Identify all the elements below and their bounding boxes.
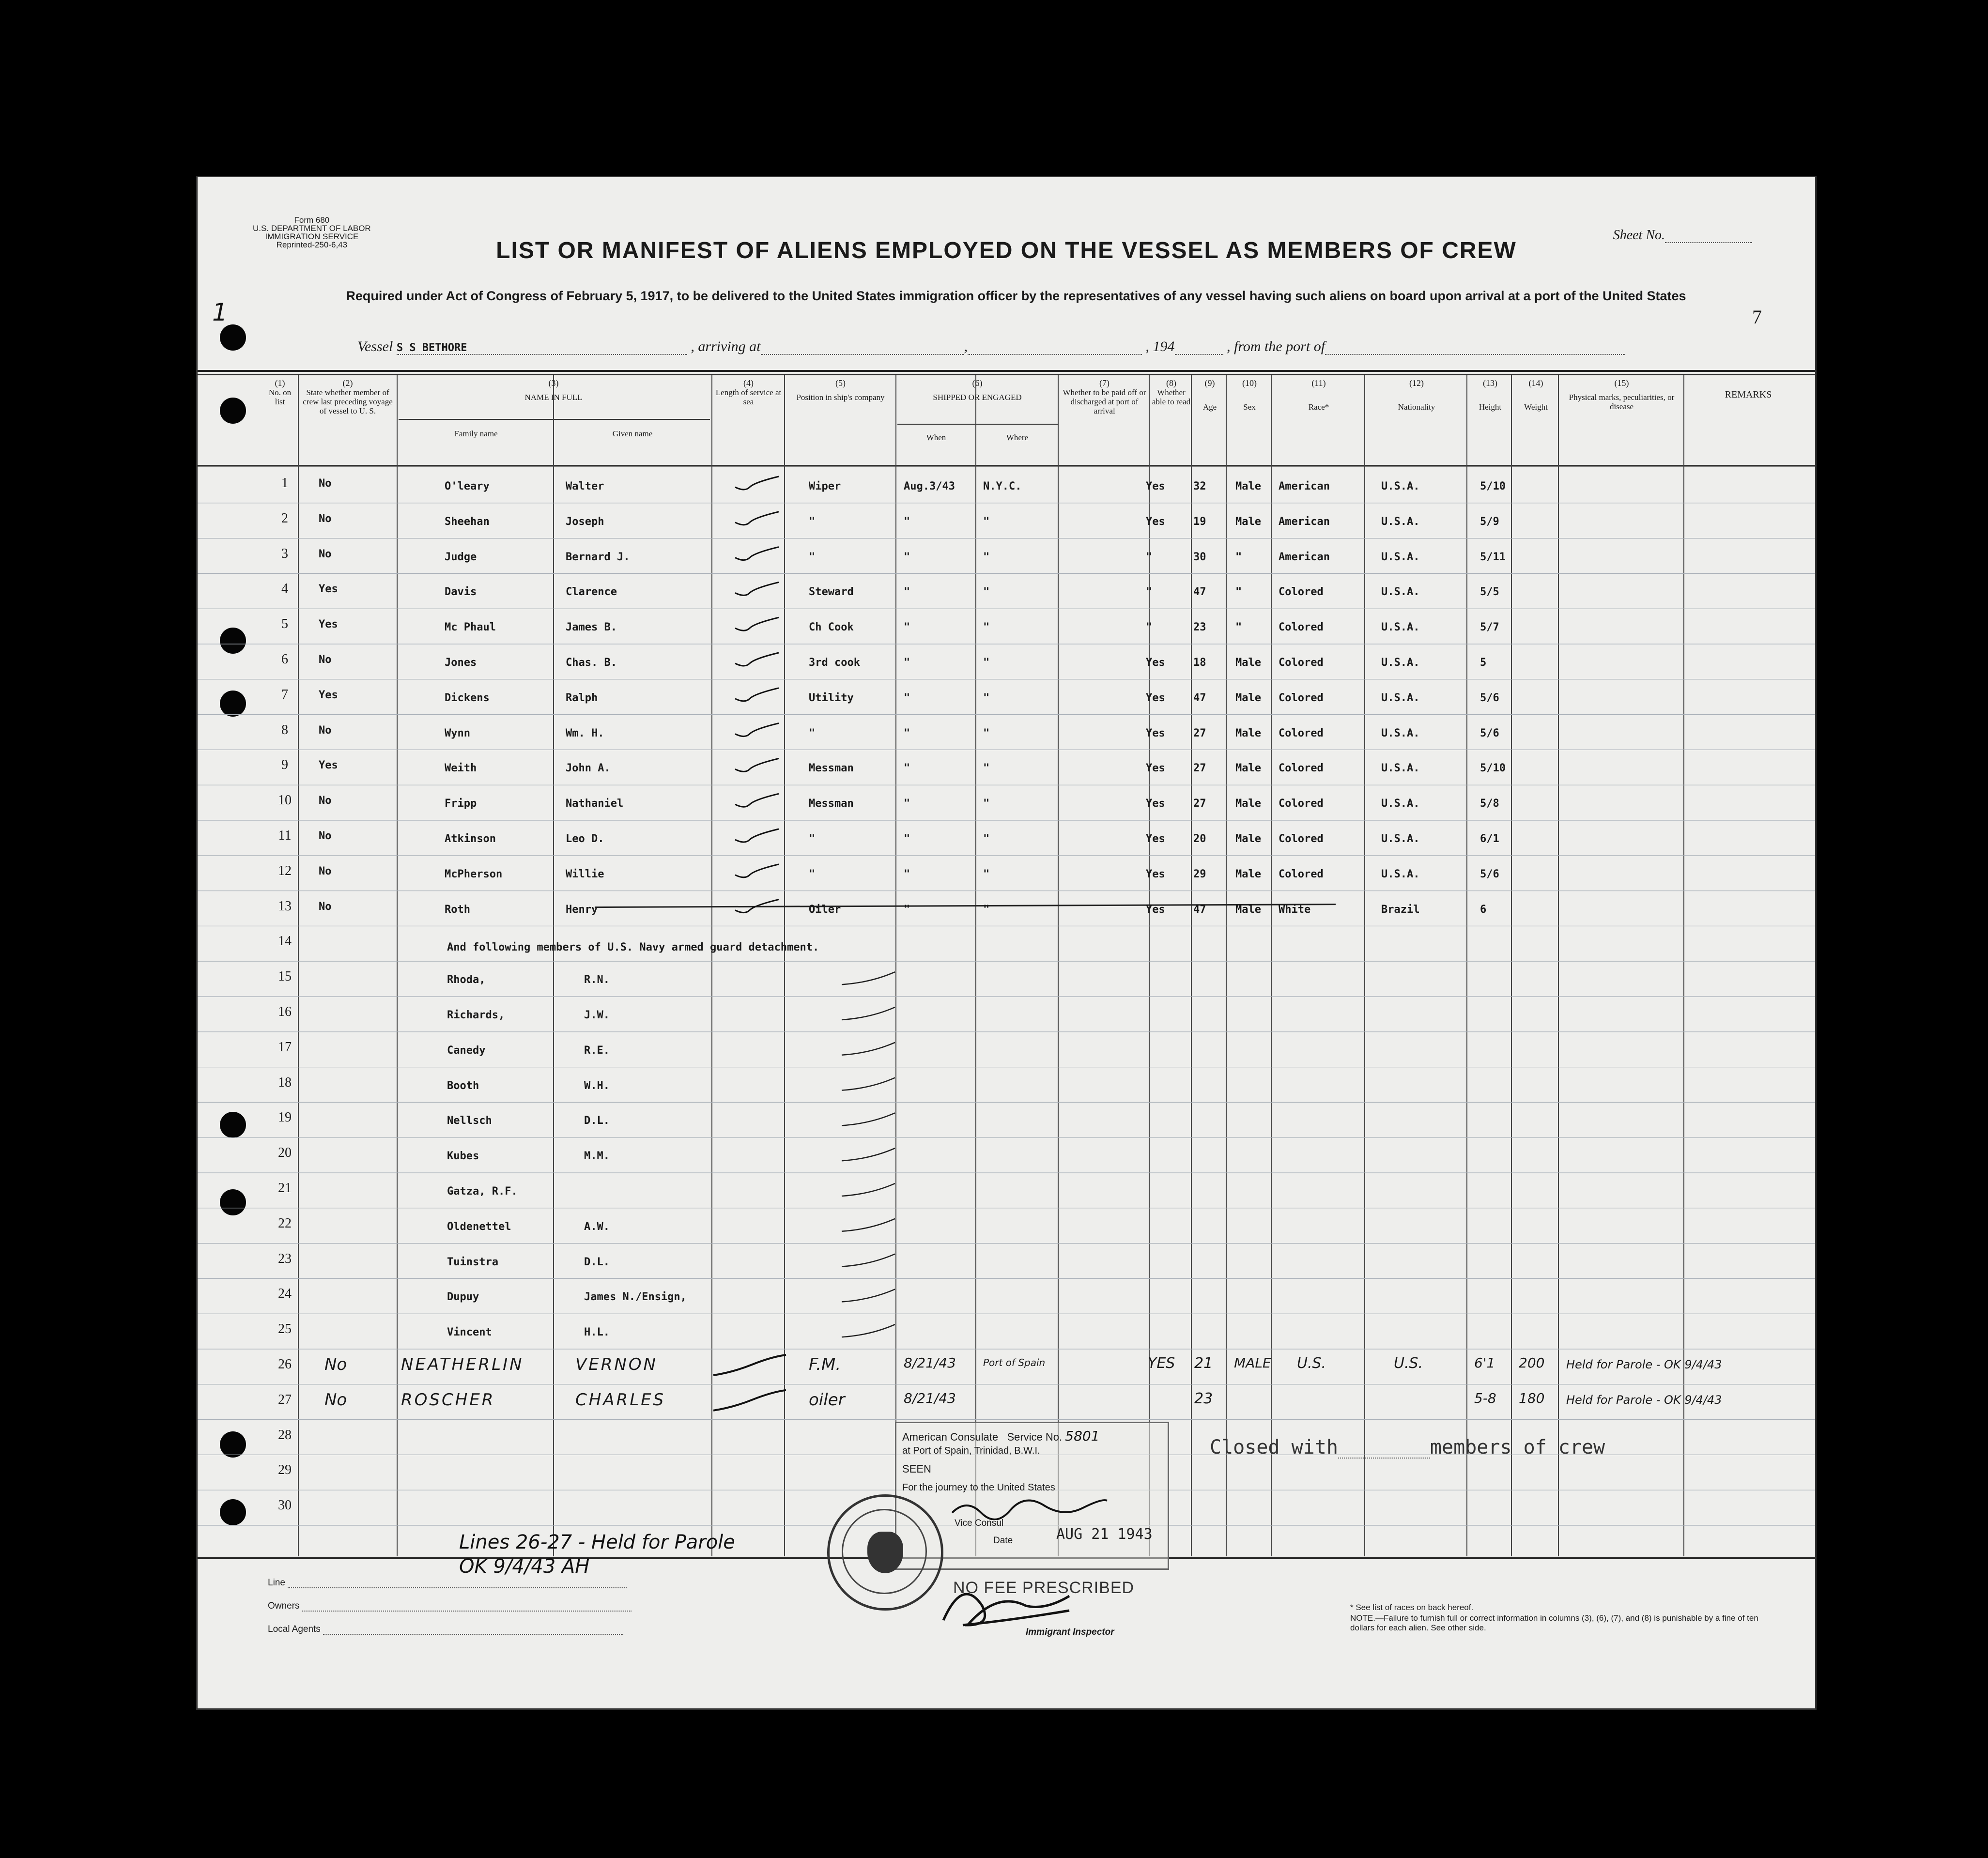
crew-age-cell: 19	[1193, 515, 1206, 528]
navy-family-cell: Richards,	[447, 1009, 505, 1021]
race-note: * See list of races on back hereof.	[1350, 1603, 1474, 1612]
crew-given-cell: James B.	[566, 621, 617, 634]
form-identifier: Form 680 U.S. DEPARTMENT OF LABOR IMMIGRATION SERVICE Reprinted-250-6,43	[253, 215, 371, 249]
service-check-mark	[735, 864, 779, 877]
row-number: 5	[281, 616, 288, 632]
crew-age-cell: 47	[1193, 691, 1206, 704]
row-number: 10	[278, 793, 292, 808]
navy-family-cell: Vincent	[447, 1326, 492, 1339]
inspector-label: Immigrant Inspector	[1026, 1627, 1114, 1637]
crew-race-cell: American	[1279, 551, 1330, 563]
crew-where-cell: "	[983, 727, 990, 739]
crew-ht-cell: 5/10	[1480, 762, 1506, 775]
crew-when-cell: "	[904, 586, 910, 599]
crew-pos-cell: Messman	[809, 762, 854, 775]
crew-read-cell: Yes	[1146, 903, 1165, 916]
header-col11: (11) Race*	[1308, 378, 1329, 412]
crew-where-cell: "	[983, 586, 990, 599]
crew-read-cell: Yes	[1146, 833, 1165, 845]
crew-age-cell: 47	[1193, 903, 1206, 916]
crew-where-cell: "	[983, 868, 990, 880]
navy-given-cell: D.L.	[584, 1256, 610, 1268]
crew-pos-cell: Messman	[809, 798, 854, 810]
hw-position-cell: oiler	[809, 1390, 845, 1410]
navy-check-mark	[842, 972, 895, 984]
navy-check-mark	[842, 1148, 895, 1161]
crew-nat-cell: U.S.A.	[1381, 586, 1420, 599]
crew-race-cell: Colored	[1279, 586, 1324, 599]
navy-family-cell: Oldenettel	[447, 1220, 511, 1233]
manifest-sheet	[198, 177, 1815, 1708]
crew-prev-cell: No	[319, 477, 332, 490]
navy-given-cell: R.E.	[584, 1044, 610, 1057]
crew-family-cell: Roth	[445, 903, 470, 916]
hw-prev-cell: No	[324, 1355, 347, 1374]
crew-given-cell: Ralph	[566, 691, 598, 704]
row-number: 22	[278, 1215, 292, 1231]
crew-sex-cell: "	[1235, 551, 1242, 563]
crew-given-cell: Nathaniel	[566, 798, 624, 810]
navy-given-cell: A.W.	[584, 1220, 610, 1233]
crew-read-cell: "	[1146, 551, 1153, 563]
footer-line-field: Line	[268, 1578, 627, 1588]
crew-prev-cell: Yes	[319, 759, 338, 772]
crew-ht-cell: 6/1	[1480, 833, 1499, 845]
hw-check-mark	[713, 1355, 786, 1375]
navy-family-cell: Booth	[447, 1079, 479, 1092]
crew-sex-cell: "	[1235, 621, 1242, 634]
form-subtitle: Required under Act of Congress of February 5, 1917, to be delivered to the United States immigration officer by the representatives of any vessel having such aliens on board upon arrival at a port of the United States	[346, 289, 1686, 303]
crew-family-cell: Fripp	[445, 798, 477, 810]
crew-read-cell: Yes	[1146, 691, 1165, 704]
navy-check-mark	[842, 1183, 895, 1196]
crew-sex-cell: "	[1235, 586, 1242, 599]
crew-ht-cell: 5/6	[1480, 691, 1499, 704]
navy-check-mark	[842, 1113, 895, 1125]
navy-given-cell: R.N.	[584, 974, 610, 986]
row-number: 20	[278, 1145, 292, 1161]
hw-weight-cell: 180	[1519, 1390, 1545, 1406]
header-given-name: Given name	[612, 429, 653, 438]
crew-sex-cell: Male	[1235, 480, 1261, 492]
service-check-mark	[735, 758, 779, 771]
navy-check-mark	[842, 1007, 895, 1020]
crew-when-cell: "	[904, 515, 910, 528]
crew-pos-cell: Ch Cook	[809, 621, 854, 634]
row-number: 12	[278, 863, 292, 878]
fine-note: NOTE.—Failure to furnish full or correct information in columns (3), (6), (7), and (8) is punishable by a fine of ten dollars for each alien. See other side.	[1350, 1613, 1758, 1632]
crew-prev-cell: No	[319, 654, 332, 666]
corner-mark: 1	[212, 298, 228, 326]
row-number: 14	[278, 934, 292, 949]
header-col6: (6) SHIPPED OR ENGAGED	[933, 378, 1022, 402]
hw-when-cell: 8/21/43	[904, 1355, 956, 1371]
crew-sex-cell: Male	[1235, 691, 1261, 704]
navy-family-cell: Kubes	[447, 1150, 479, 1163]
crew-where-cell: "	[983, 762, 990, 775]
row-number: 11	[278, 828, 292, 843]
crew-race-cell: American	[1279, 515, 1330, 528]
header-col10: (10) Sex	[1242, 378, 1257, 412]
crew-read-cell: Yes	[1146, 727, 1165, 739]
header-col15: (15) Physical marks, peculiarities, or disease	[1569, 378, 1675, 411]
row-number: 7	[281, 687, 288, 702]
service-check-mark	[735, 512, 779, 525]
row-number: 28	[278, 1427, 292, 1443]
row-number: 9	[281, 757, 288, 773]
crew-sex-cell: Male	[1235, 727, 1261, 739]
crew-sex-cell: Male	[1235, 903, 1261, 916]
header-when: When	[926, 433, 946, 442]
crew-prev-cell: No	[319, 548, 332, 560]
navy-check-mark	[842, 1078, 895, 1090]
crew-pos-cell: 3rd cook	[809, 657, 860, 669]
vessel-name: S S BETHORE	[397, 342, 687, 355]
row-number: 2	[281, 510, 288, 526]
crew-given-cell: Bernard J.	[566, 551, 630, 563]
crew-given-cell: Clarence	[566, 586, 617, 599]
crew-race-cell: American	[1279, 480, 1330, 492]
crew-sex-cell: Male	[1235, 833, 1261, 845]
crew-prev-cell: No	[319, 795, 332, 807]
row-number: 19	[278, 1110, 292, 1125]
crew-pos-cell: "	[809, 868, 816, 880]
crew-read-cell: Yes	[1146, 762, 1165, 775]
crew-nat-cell: U.S.A.	[1381, 762, 1420, 775]
header-family-name: Family name	[454, 429, 498, 438]
crew-prev-cell: Yes	[319, 618, 338, 631]
crew-ht-cell: 5/8	[1480, 798, 1499, 810]
crew-pos-cell: "	[809, 727, 816, 739]
footer-agents-field: Local Agents	[268, 1624, 623, 1635]
row-number: 27	[278, 1392, 292, 1407]
row-number: 15	[278, 969, 292, 984]
header-remarks: REMARKS	[1725, 389, 1772, 400]
row-number: 25	[278, 1321, 292, 1337]
navy-given-cell: D.L.	[584, 1115, 610, 1127]
hw-check-mark	[713, 1390, 786, 1411]
service-check-mark	[735, 582, 779, 595]
crew-read-cell: Yes	[1146, 868, 1165, 880]
crew-where-cell: N.Y.C.	[983, 480, 1022, 492]
row-number: 1	[281, 476, 288, 491]
crew-prev-cell: Yes	[319, 689, 338, 701]
crew-family-cell: Weith	[445, 762, 477, 775]
hw-weight-cell: 200	[1519, 1355, 1545, 1371]
crew-family-cell: Judge	[445, 551, 477, 563]
header-col5: (5) Position in ship's company	[796, 378, 885, 402]
navy-given-cell: J.W.	[584, 1009, 610, 1021]
crew-ht-cell: 5/7	[1480, 621, 1499, 634]
hw-age-cell: 21	[1194, 1355, 1213, 1372]
crew-prev-cell: Yes	[319, 583, 338, 596]
strike-row-13	[595, 905, 1336, 907]
consulate-stamp: American Consulate Service No. 5801 at Port of Spain, Trinidad, B.W.I. SEEN For the journey to the United States Vice Consul Date AUG 21 1943	[895, 1422, 1169, 1570]
navy-given-cell: James N./Ensign,	[584, 1291, 687, 1304]
navy-family-cell: Rhoda,	[447, 974, 486, 986]
hw-family-cell: NEATHERLIN	[401, 1355, 524, 1374]
bottom-handwritten-note: Lines 26-27 - Held for Parole OK 9/4/43 AH	[459, 1531, 735, 1578]
crew-where-cell: "	[983, 833, 990, 845]
hw-position-cell: F.M.	[809, 1355, 841, 1374]
crew-family-cell: Sheehan	[445, 515, 490, 528]
crew-ht-cell: 5/11	[1480, 551, 1506, 563]
crew-where-cell: "	[983, 551, 990, 563]
header-col14: (14) Weight	[1524, 378, 1548, 412]
hw-given-cell: VERNON	[575, 1355, 658, 1374]
crew-where-cell: "	[983, 798, 990, 810]
crew-ht-cell: 5/10	[1480, 480, 1506, 492]
hw-nationality-cell: U.S.	[1394, 1355, 1423, 1372]
crew-nat-cell: U.S.A.	[1381, 551, 1420, 563]
header-col13: (13) Height	[1479, 378, 1502, 412]
row-number: 8	[281, 722, 288, 737]
crew-nat-cell: U.S.A.	[1381, 868, 1420, 880]
crew-pos-cell: Wiper	[809, 480, 841, 492]
service-check-mark	[735, 617, 779, 630]
crew-pos-cell: Utility	[809, 691, 854, 704]
row-number: 26	[278, 1357, 292, 1372]
crew-race-cell: Colored	[1279, 798, 1324, 810]
crew-prev-cell: No	[319, 512, 332, 525]
header-col8: (8) Whether able to read	[1152, 378, 1191, 406]
hw-age-cell: 23	[1194, 1390, 1213, 1407]
sheet-number-field: Sheet No.	[1613, 228, 1752, 243]
page-number: 7	[1752, 306, 1762, 328]
row-number: 16	[278, 1004, 292, 1019]
row-number: 21	[278, 1181, 292, 1196]
crew-when-cell: "	[904, 868, 910, 880]
footer-owners-field: Owners	[268, 1601, 632, 1612]
crew-when-cell: "	[904, 551, 910, 563]
crew-family-cell: O'leary	[445, 480, 490, 492]
crew-pos-cell: "	[809, 833, 816, 845]
crew-family-cell: Mc Phaul	[445, 621, 496, 634]
crew-ht-cell: 5/5	[1480, 586, 1499, 599]
crew-read-cell: Yes	[1146, 657, 1165, 669]
crew-nat-cell: U.S.A.	[1381, 727, 1420, 739]
crew-race-cell: Colored	[1279, 868, 1324, 880]
header-col4: (4) Length of service at sea	[715, 378, 782, 406]
crew-read-cell: "	[1146, 586, 1153, 599]
crew-when-cell: "	[904, 762, 910, 775]
header-col9: (9) Age	[1202, 378, 1217, 412]
navy-note: And following members of U.S. Navy armed guard detachment.	[447, 941, 819, 953]
hw-height-cell: 5-8	[1474, 1390, 1496, 1406]
crew-age-cell: 27	[1193, 727, 1206, 739]
service-check-mark	[735, 794, 779, 807]
service-check-mark	[735, 476, 779, 490]
navy-check-mark	[842, 1043, 895, 1055]
navy-check-mark	[842, 1289, 895, 1302]
hw-prev-cell: No	[324, 1390, 347, 1410]
consulate-seal	[827, 1494, 943, 1611]
form-title: LIST OR MANIFEST OF ALIENS EMPLOYED ON THE VESSEL AS MEMBERS OF CREW	[496, 238, 1517, 263]
closed-with-line: Closed with members of crew	[1210, 1436, 1605, 1459]
crew-age-cell: 30	[1193, 551, 1206, 563]
crew-nat-cell: U.S.A.	[1381, 621, 1420, 634]
crew-given-cell: Chas. B.	[566, 657, 617, 669]
crew-when-cell: "	[904, 727, 910, 739]
crew-nat-cell: U.S.A.	[1381, 515, 1420, 528]
crew-ht-cell: 5/6	[1480, 727, 1499, 739]
crew-nat-cell: U.S.A.	[1381, 798, 1420, 810]
crew-prev-cell: No	[319, 830, 332, 842]
crew-when-cell: "	[904, 798, 910, 810]
navy-family-cell: Tuinstra	[447, 1256, 498, 1268]
crew-ht-cell: 5/9	[1480, 515, 1499, 528]
service-check-mark	[735, 723, 779, 737]
crew-where-cell: "	[983, 657, 990, 669]
row-number: 17	[278, 1039, 292, 1055]
service-check-mark	[735, 688, 779, 701]
crew-given-cell: Henry	[566, 903, 598, 916]
header-where: Where	[1006, 433, 1029, 442]
consul-signature	[950, 1496, 1110, 1520]
crew-given-cell: John A.	[566, 762, 611, 775]
crew-sex-cell: Male	[1235, 798, 1261, 810]
crew-where-cell: "	[983, 691, 990, 704]
navy-family-cell: Canedy	[447, 1044, 486, 1057]
hw-when-cell: 8/21/43	[904, 1390, 956, 1406]
crew-read-cell: "	[1146, 621, 1153, 634]
vessel-line: Vessel S S BETHORE , arriving at , , 194 , from the port of	[357, 338, 1625, 355]
stamp-date: AUG 21 1943	[1056, 1526, 1153, 1543]
crew-age-cell: 32	[1193, 480, 1206, 492]
crew-pos-cell: "	[809, 551, 816, 563]
header-col1: (1) No. on list	[268, 378, 292, 406]
row-number: 18	[278, 1075, 292, 1090]
row-number: 3	[281, 546, 288, 561]
crew-ht-cell: 5	[1480, 657, 1487, 669]
crew-given-cell: Joseph	[566, 515, 604, 528]
hw-where-cell: Port of Spain	[983, 1357, 1046, 1368]
crew-sex-cell: Male	[1235, 762, 1261, 775]
crew-given-cell: Willie	[566, 868, 604, 880]
crew-when-cell: "	[904, 691, 910, 704]
row-number: 6	[281, 652, 288, 667]
row-number: 30	[278, 1498, 292, 1513]
crew-read-cell: Yes	[1146, 480, 1165, 492]
crew-family-cell: Atkinson	[445, 833, 496, 845]
crew-when-cell: "	[904, 657, 910, 669]
navy-check-mark	[842, 1324, 895, 1337]
crew-nat-cell: U.S.A.	[1381, 691, 1420, 704]
crew-sex-cell: Male	[1235, 657, 1261, 669]
crew-pos-cell: Steward	[809, 586, 854, 599]
crew-prev-cell: No	[319, 865, 332, 877]
crew-nat-cell: U.S.A.	[1381, 833, 1420, 845]
row-number: 4	[281, 581, 288, 597]
navy-family-cell: Dupuy	[447, 1291, 479, 1304]
crew-read-cell: Yes	[1146, 798, 1165, 810]
crew-read-cell: Yes	[1146, 515, 1165, 528]
crew-age-cell: 23	[1193, 621, 1206, 634]
crew-race-cell: Colored	[1279, 621, 1324, 634]
crew-family-cell: McPherson	[445, 868, 503, 880]
crew-race-cell: Colored	[1279, 762, 1324, 775]
crew-sex-cell: Male	[1235, 515, 1261, 528]
hw-remark-cell: Held for Parole - OK 9/4/43	[1566, 1393, 1722, 1407]
header-col12: (12) Nationality	[1398, 378, 1435, 412]
crew-age-cell: 27	[1193, 762, 1206, 775]
crew-where-cell: "	[983, 621, 990, 634]
navy-given-cell: M.M.	[584, 1150, 610, 1163]
row-number: 24	[278, 1286, 292, 1302]
navy-family-cell: Nellsch	[447, 1115, 492, 1127]
crew-race-cell: Colored	[1279, 691, 1324, 704]
crew-race-cell: Colored	[1279, 727, 1324, 739]
hw-sex-cell: MALE	[1234, 1355, 1271, 1371]
crew-ht-cell: 5/6	[1480, 868, 1499, 880]
crew-race-cell: White	[1279, 903, 1311, 916]
crew-given-cell: Wm. H.	[566, 727, 604, 739]
crew-given-cell: Walter	[566, 480, 604, 492]
crew-age-cell: 27	[1193, 798, 1206, 810]
hw-given-cell: CHARLES	[575, 1390, 666, 1410]
service-check-mark	[735, 653, 779, 666]
crew-nat-cell: U.S.A.	[1381, 657, 1420, 669]
hw-height-cell: 6'1	[1474, 1355, 1495, 1371]
row-number: 29	[278, 1462, 292, 1478]
crew-family-cell: Jones	[445, 657, 477, 669]
navy-check-mark	[842, 1219, 895, 1231]
header-col7: (7) Whether to be paid off or discharged at port of arrival	[1063, 378, 1146, 415]
crew-prev-cell: No	[319, 724, 332, 737]
crew-prev-cell: No	[319, 900, 332, 913]
service-check-mark	[735, 547, 779, 560]
row-number: 23	[278, 1251, 292, 1266]
navy-given-cell: W.H.	[584, 1079, 610, 1092]
navy-given-cell: H.L.	[584, 1326, 610, 1339]
no-fee-stamp: NO FEE PRESCRIBED	[953, 1579, 1135, 1597]
navy-check-mark	[842, 1254, 895, 1267]
header-col2: (2) State whether member of crew last preceding voyage of vessel to U. S.	[303, 378, 393, 415]
crew-pos-cell: Oiler	[809, 903, 841, 916]
crew-age-cell: 29	[1193, 868, 1206, 880]
crew-race-cell: Colored	[1279, 657, 1324, 669]
crew-when-cell: "	[904, 833, 910, 845]
crew-pos-cell: "	[809, 515, 816, 528]
service-check-mark	[735, 829, 779, 842]
crew-when-cell: Aug.3/43	[904, 480, 955, 492]
crew-family-cell: Davis	[445, 586, 477, 599]
header-col3: (3) NAME IN FULL	[524, 378, 583, 402]
hw-read-cell: YES	[1148, 1355, 1175, 1372]
crew-family-cell: Dickens	[445, 691, 490, 704]
navy-family-cell: Gatza, R.F.	[447, 1185, 518, 1198]
crew-family-cell: Wynn	[445, 727, 470, 739]
crew-where-cell: "	[983, 515, 990, 528]
crew-age-cell: 47	[1193, 586, 1206, 599]
row-number: 13	[278, 898, 292, 914]
hw-remark-cell: Held for Parole - OK 9/4/43	[1566, 1358, 1722, 1371]
crew-sex-cell: Male	[1235, 868, 1261, 880]
hw-family-cell: ROSCHER	[401, 1390, 495, 1410]
crew-nat-cell: U.S.A.	[1381, 480, 1420, 492]
crew-age-cell: 20	[1193, 833, 1206, 845]
crew-where-cell: "	[983, 903, 990, 916]
hw-race-cell: U.S.	[1297, 1355, 1326, 1372]
crew-ht-cell: 6	[1480, 903, 1487, 916]
crew-when-cell: "	[904, 903, 910, 916]
crew-nat-cell: Brazil	[1381, 903, 1420, 916]
crew-race-cell: Colored	[1279, 833, 1324, 845]
crew-given-cell: Leo D.	[566, 833, 604, 845]
crew-when-cell: "	[904, 621, 910, 634]
crew-age-cell: 18	[1193, 657, 1206, 669]
